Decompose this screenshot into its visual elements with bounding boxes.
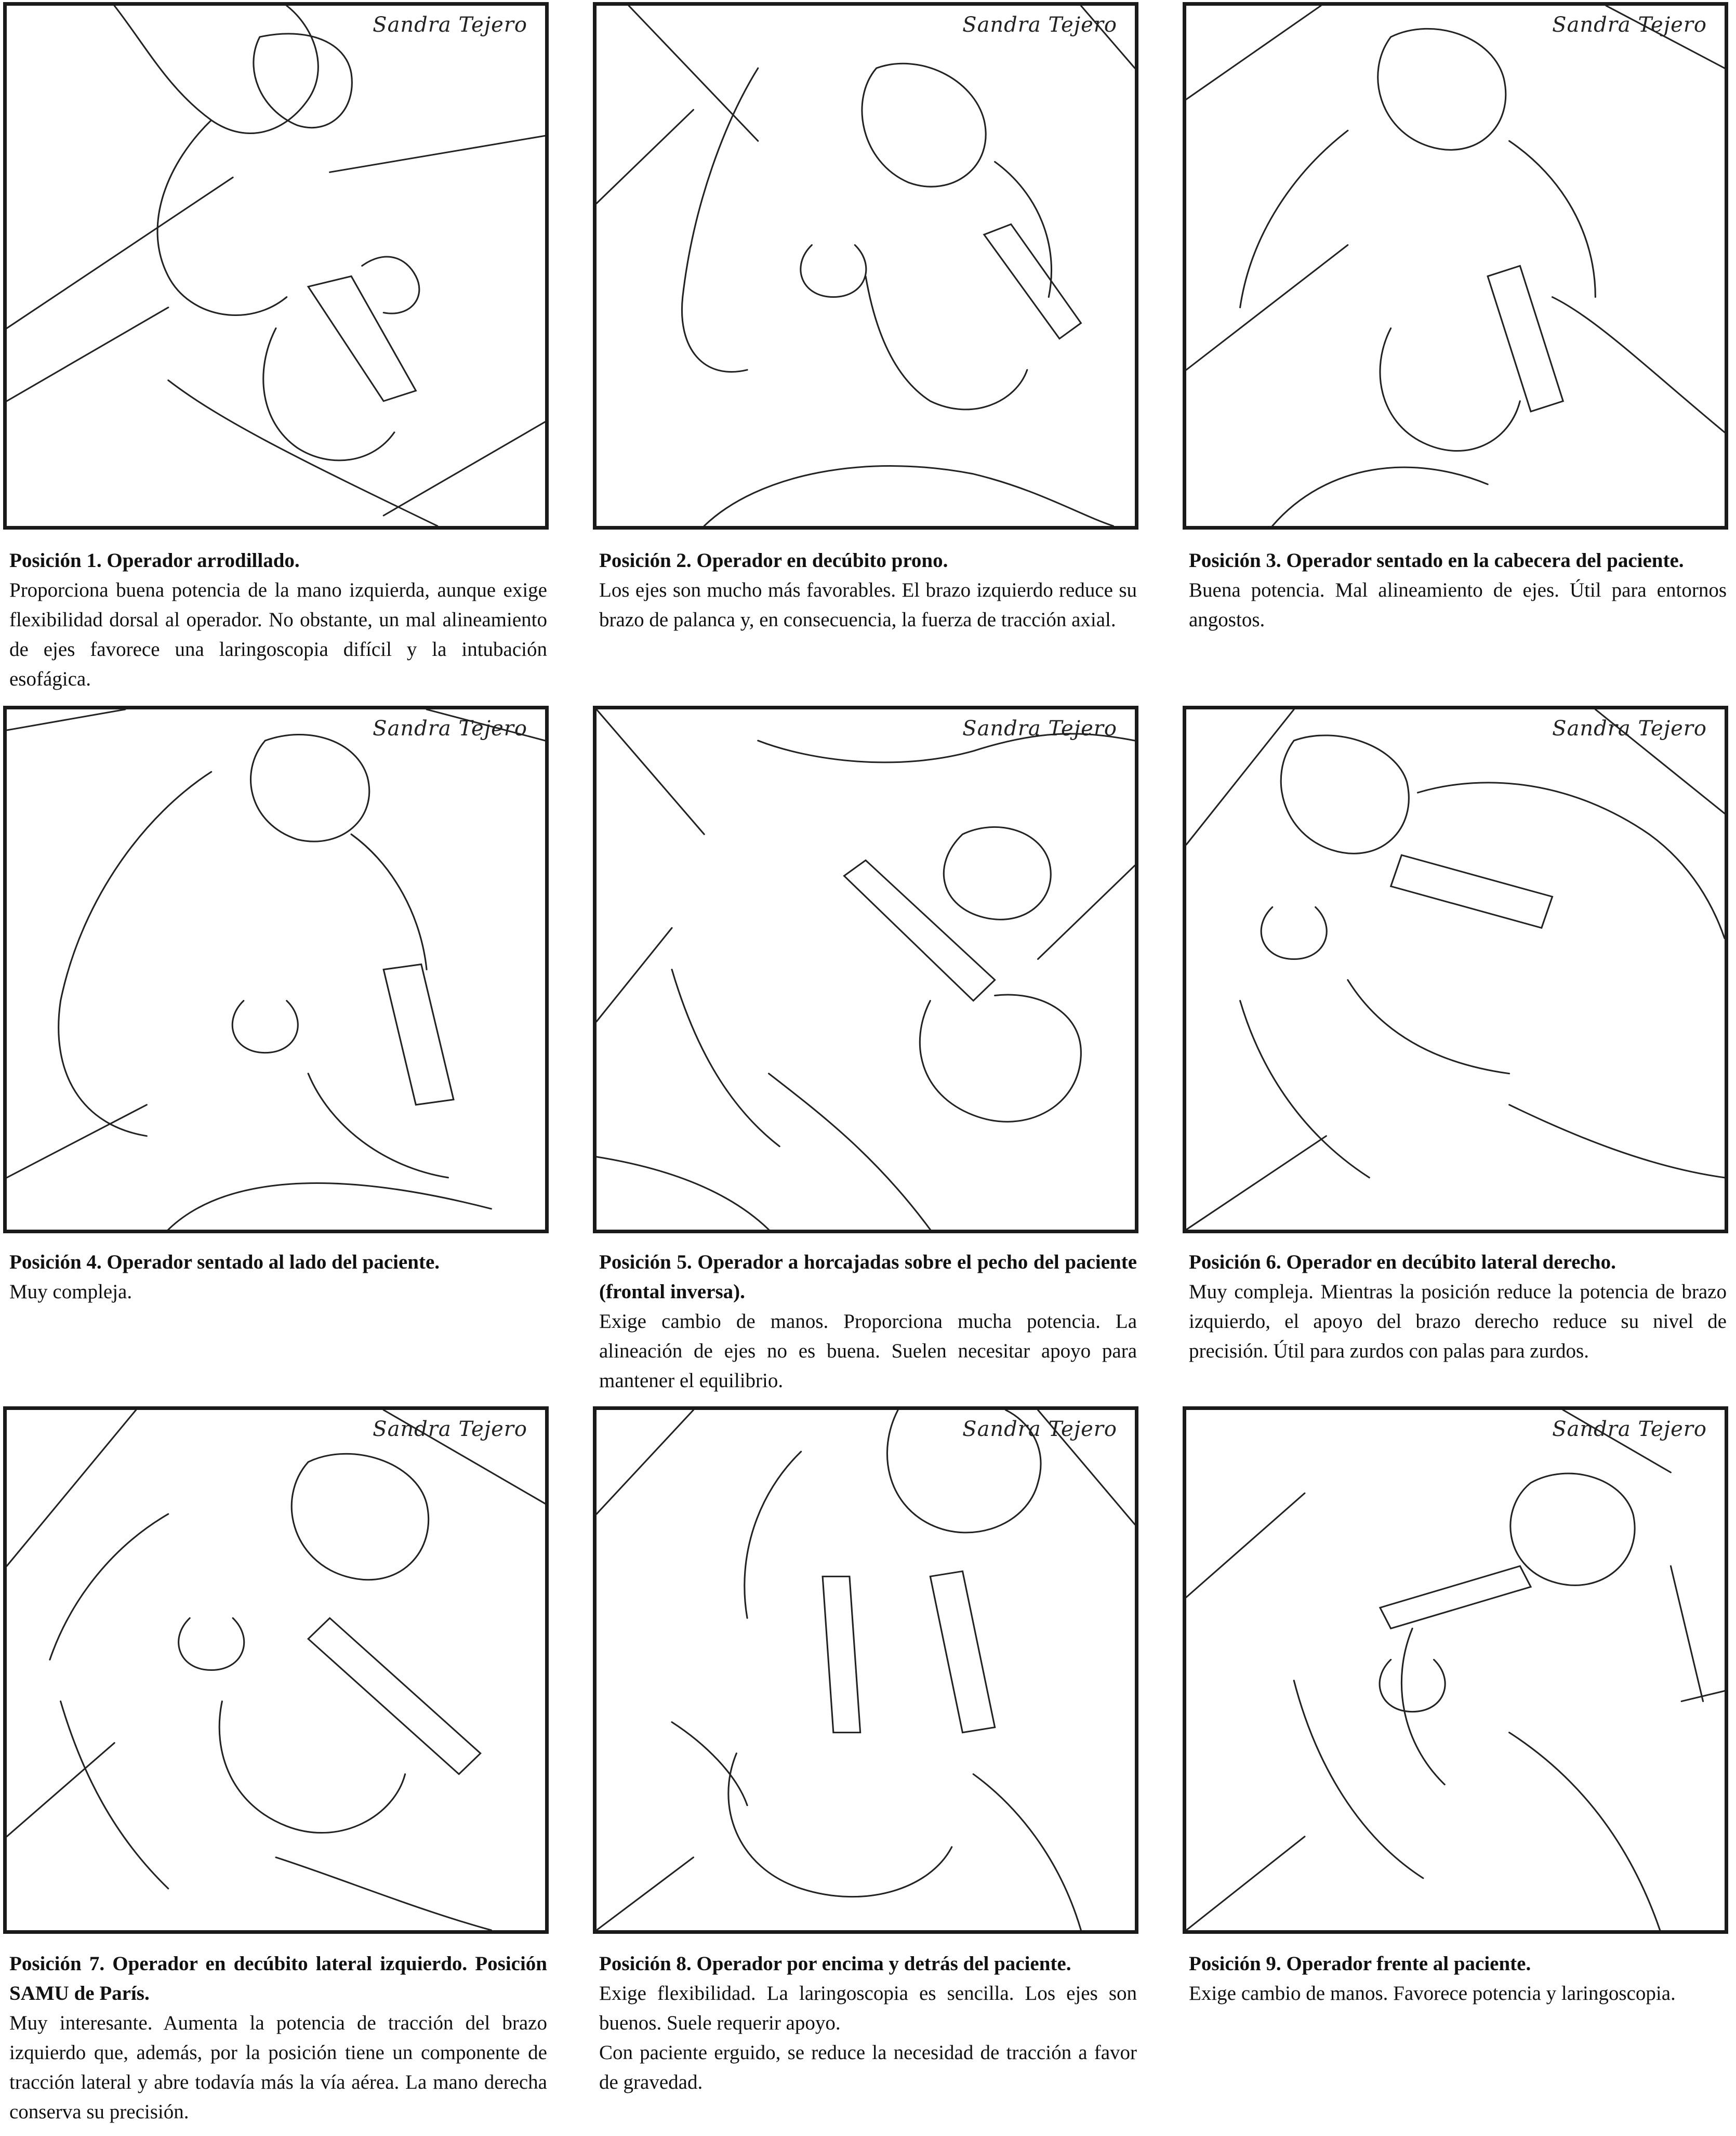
line-drawing-2 — [597, 6, 1135, 526]
line-drawing-1 — [7, 6, 545, 526]
signature: Sandra Tejero — [1552, 717, 1707, 741]
caption-title: Posición 6. Operador en decúbito lateral derecho. — [1189, 1251, 1616, 1273]
caption-title: Posición 2. Operador en decúbito prono. — [599, 549, 948, 572]
caption-title: Posición 9. Operador frente al paciente. — [1189, 1953, 1531, 1975]
caption-body: Exige cambio de manos. Favorece potencia y laringoscopia. — [1189, 1982, 1676, 2005]
caption-body: Proporciona buena potencia de la mano izquierda, aunque exige flexibilidad dorsal al operador. No obstante, un mal alineamiento de ejes favorece una laringoscopia difícil y la intubación esofágica. — [9, 579, 547, 690]
illustration-9 — [1183, 1406, 1728, 1934]
caption-body: Buena potencia. Mal alineamiento de ejes. Útil para entornos angostos. — [1189, 579, 1727, 631]
illustration-4 — [3, 706, 549, 1233]
illustration-6 — [1183, 706, 1728, 1233]
caption-body: Muy compleja. Mientras la posición reduce la potencia de brazo izquierdo, el apoyo del brazo derecho reduce su nivel de precisión. Útil para zurdos con palas para zurdos. — [1189, 1281, 1727, 1362]
signature: Sandra Tejero — [962, 1417, 1117, 1441]
caption-title: Posición 4. Operador sentado al lado del paciente. — [9, 1251, 440, 1273]
illustration-7 — [3, 1406, 549, 1934]
line-drawing-8 — [597, 1410, 1135, 1930]
signature: Sandra Tejero — [373, 717, 527, 741]
caption-6 — [1189, 1247, 1727, 1366]
caption-7 — [9, 1949, 547, 2127]
signature: Sandra Tejero — [1552, 1417, 1707, 1441]
caption-5 — [599, 1247, 1137, 1395]
line-drawing-5 — [597, 709, 1135, 1230]
caption-body: Exige cambio de manos. Proporciona mucha potencia. La alineación de ejes no es buena. Suelen necesitar apoyo para mantener el equilibrio. — [599, 1310, 1137, 1392]
caption-3 — [1189, 546, 1727, 635]
caption-2 — [599, 546, 1137, 635]
signature: Sandra Tejero — [373, 13, 527, 37]
caption-body-extra: Con paciente erguido, se reduce la necesidad de tracción a favor de gravedad. — [599, 2041, 1137, 2093]
caption-4 — [9, 1247, 547, 1307]
caption-body: Los ejes son mucho más favorables. El brazo izquierdo reduce su brazo de palanca y, en consecuencia, la fuerza de tracción axial. — [599, 579, 1137, 631]
signature: Sandra Tejero — [962, 717, 1117, 741]
caption-body: Muy interesante. Aumenta la potencia de tracción del brazo izquierdo que, además, por la posición tiene un componente de tracción lateral y abre todavía más la vía aérea. La mano derecha conserva su precisión. — [9, 2012, 547, 2123]
line-drawing-6 — [1186, 709, 1725, 1230]
illustration-3 — [1183, 2, 1728, 530]
illustration-2 — [593, 2, 1138, 530]
caption-1 — [9, 546, 547, 694]
signature: Sandra Tejero — [962, 13, 1117, 37]
caption-body: Muy compleja. — [9, 1281, 132, 1303]
caption-8 — [599, 1949, 1137, 2097]
line-drawing-4 — [7, 709, 545, 1230]
illustration-8 — [593, 1406, 1138, 1934]
caption-title: Posición 7. Operador en decúbito lateral izquierdo. Posición SAMU de París. — [9, 1953, 547, 2005]
line-drawing-3 — [1186, 6, 1725, 526]
illustration-1 — [3, 2, 549, 530]
caption-title: Posición 1. Operador arrodillado. — [9, 549, 300, 572]
signature: Sandra Tejero — [373, 1417, 527, 1441]
caption-title: Posición 5. Operador a horcajadas sobre el pecho del paciente (frontal inversa). — [599, 1251, 1137, 1303]
signature: Sandra Tejero — [1552, 13, 1707, 37]
caption-9 — [1189, 1949, 1727, 2008]
line-drawing-7 — [7, 1410, 545, 1930]
caption-title: Posición 3. Operador sentado en la cabecera del paciente. — [1189, 549, 1684, 572]
caption-body: Exige flexibilidad. La laringoscopia es sencilla. Los ejes son buenos. Suele requerir apoyo. — [599, 1982, 1137, 2034]
line-drawing-9 — [1186, 1410, 1725, 1930]
caption-title: Posición 8. Operador por encima y detrás del paciente. — [599, 1953, 1071, 1975]
illustration-5 — [593, 706, 1138, 1233]
